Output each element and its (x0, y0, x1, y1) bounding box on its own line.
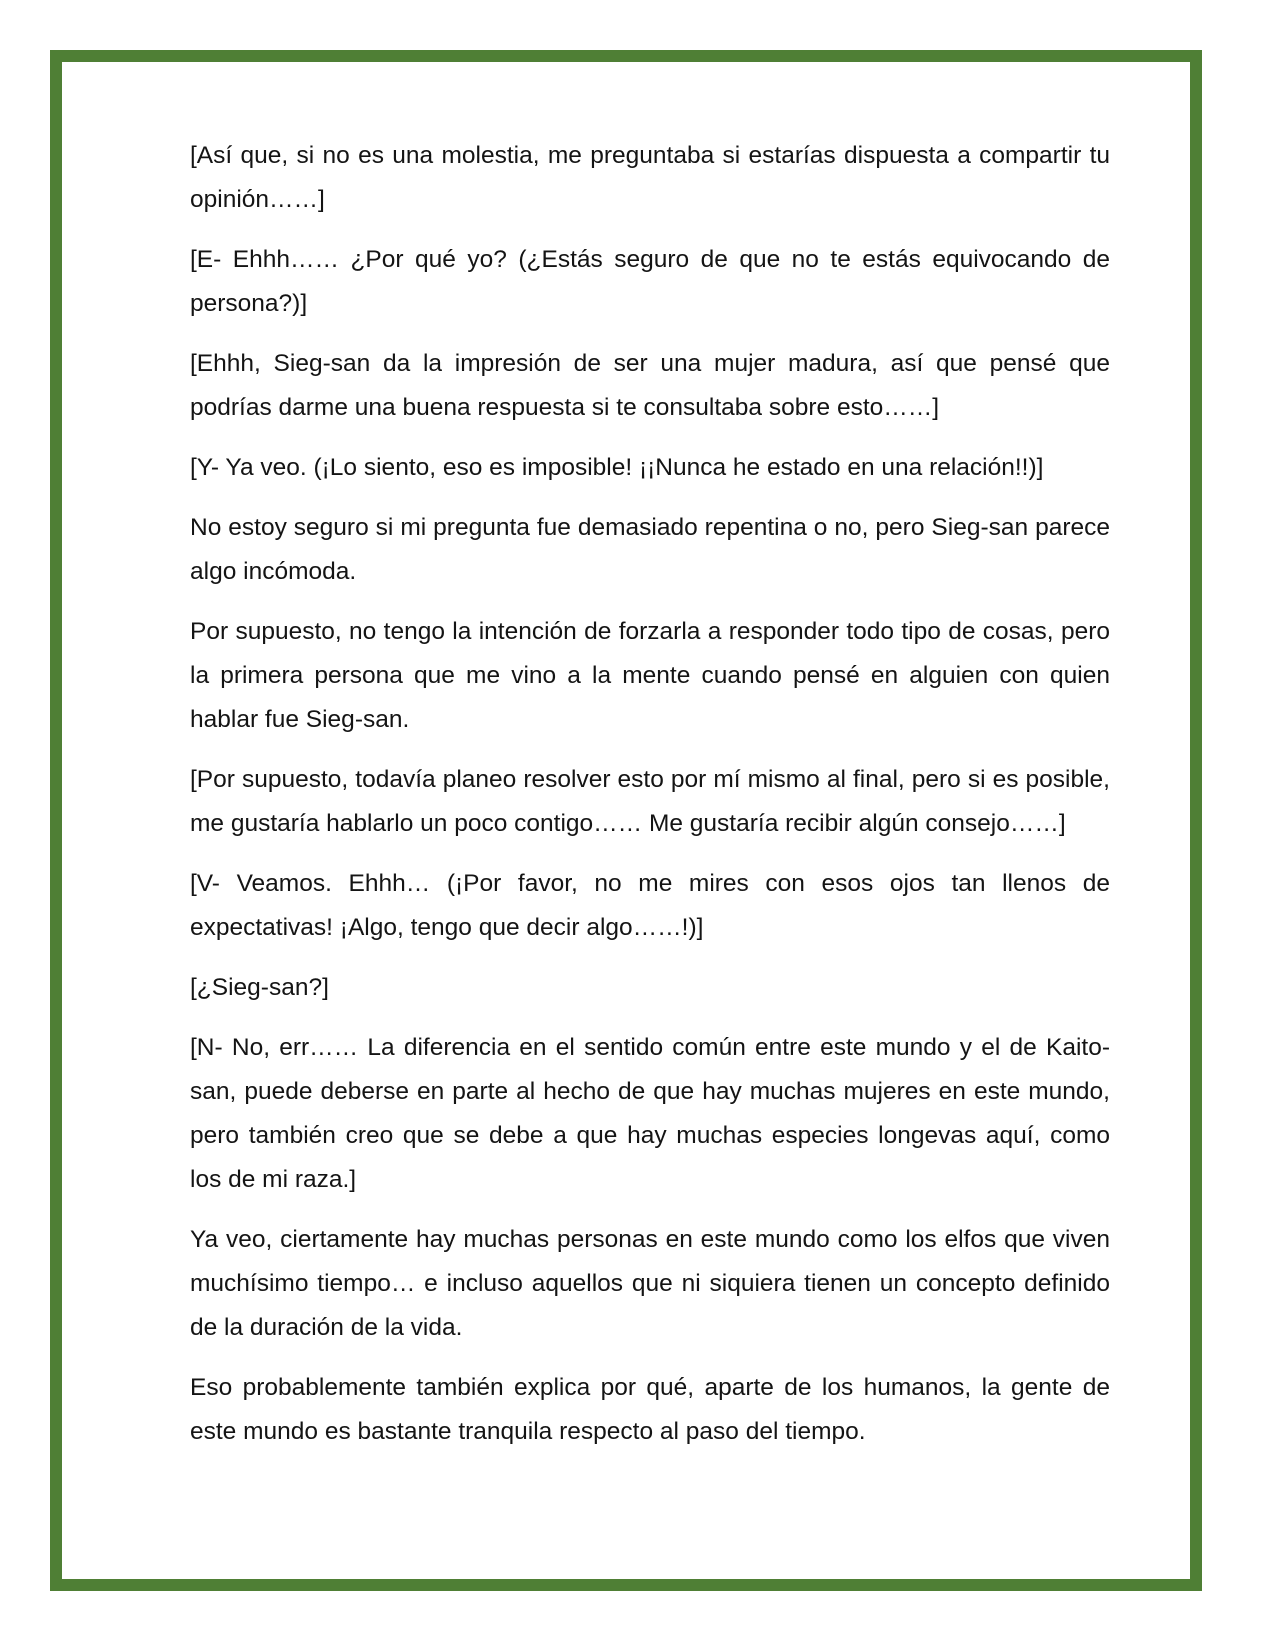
paragraph: [Y- Ya veo. (¡Lo siento, eso es imposible! ¡¡Nunca he estado en una relación!!)] (190, 454, 1044, 481)
paragraph: [V- Veamos. Ehhh… (¡Por favor, no me mires con esos ojos tan llenos de expectativas! ¡Algo, tengo que decir algo……!)] (190, 870, 1110, 941)
paragraph: Ya veo, ciertamente hay muchas personas en este mundo como los elfos que viven muchísimo tiempo… e incluso aquellos que ni siquiera tienen un concepto definido de la duración de la vida. (190, 1226, 1110, 1341)
paragraph: [Así que, si no es una molestia, me preguntaba si estarías dispuesta a compartir tu opinión……] (190, 142, 1110, 213)
paragraph: [Por supuesto, todavía planeo resolver esto por mí mismo al final, pero si es posible, me gustaría hablarlo un poco contigo…… Me gustaría recibir algún consejo……] (190, 766, 1110, 837)
paragraph: [Ehhh, Sieg-san da la impresión de ser una mujer madura, así que pensé que podrías darme una buena respuesta si te consultaba sobre esto……] (190, 350, 1110, 421)
paragraph: Por supuesto, no tengo la intención de forzarla a responder todo tipo de cosas, pero la primera persona que me vino a la mente cuando pensé en alguien con quien hablar fue Sieg-san. (190, 618, 1110, 733)
paragraph: No estoy seguro si mi pregunta fue demasiado repentina o no, pero Sieg-san parece algo incómoda. (190, 514, 1110, 585)
paragraph: [E- Ehhh…… ¿Por qué yo? (¿Estás seguro de que no te estás equivocando de persona?)] (190, 246, 1110, 317)
paragraph: [¿Sieg-san?] (190, 974, 329, 1001)
page-border-frame (50, 50, 1202, 1591)
paragraph: [N- No, err…… La diferencia en el sentido común entre este mundo y el de Kaito-san, puede deberse en parte al hecho de que hay muchas mujeres en este mundo, pero también creo que se debe a que hay muchas especies longevas aquí, como los de mi raza.] (190, 1034, 1110, 1193)
document-body (190, 134, 1110, 1470)
paragraph: Eso probablemente también explica por qué, aparte de los humanos, la gente de este mundo es bastante tranquila respecto al paso del tiempo. (190, 1374, 1110, 1445)
